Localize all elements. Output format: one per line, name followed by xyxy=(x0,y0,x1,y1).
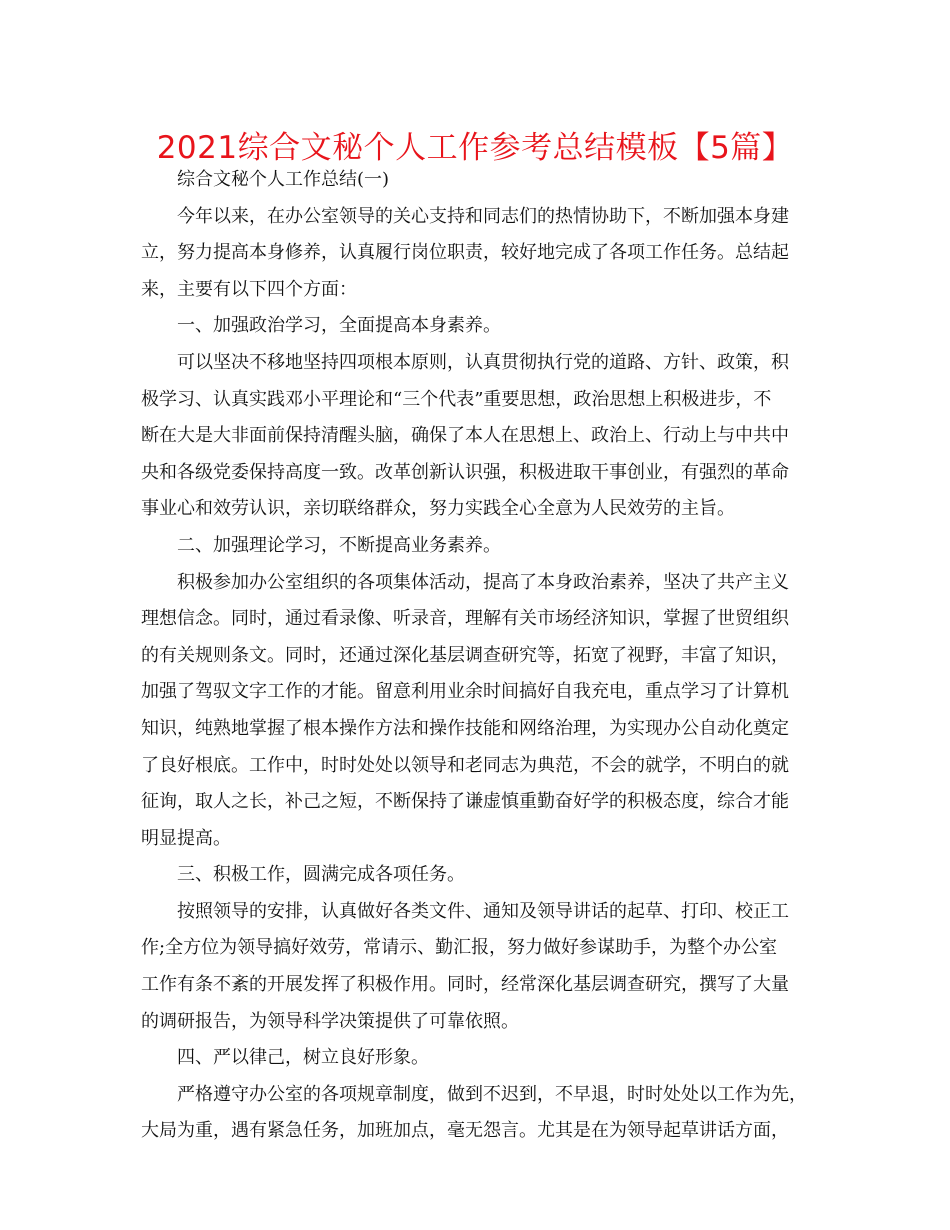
text-line: 断在大是大非面前保持清醒头脑，确保了本人在思想上、政治上、行动上与中共中 xyxy=(141,425,789,447)
text-line: 央和各级党委保持高度一致。改革创新认识强，积极进取干事创业，有强烈的革命 xyxy=(141,461,789,483)
text-line: 三、积极工作，圆满完成各项任务。 xyxy=(177,864,465,886)
text-line: 加强了驾驭文字工作的才能。留意利用业余时间搞好自我充电，重点学习了计算机 xyxy=(141,681,789,703)
text-line: 大局为重，遇有紧急任务，加班加点，毫无怨言。尤其是在为领导起草讲话方面， xyxy=(141,1120,789,1142)
text-line: 的调研报告，为领导科学决策提供了可靠依照。 xyxy=(141,1010,519,1032)
text-line: 立，努力提高本身修养，认真履行岗位职责，较好地完成了各项工作任务。总结起 xyxy=(141,242,789,264)
text-line: 极学习、认真实践邓小平理论和“三个代表”重要思想，政治思想上积极进步，不 xyxy=(141,388,772,410)
text-line: 可以坚决不移地坚持四项根本原则，认真贯彻执行党的道路、方针、政策，积 xyxy=(177,351,789,373)
text-line: 二、加强理论学习，不断提高业务素养。 xyxy=(177,534,501,556)
text-line: 今年以来，在办公室领导的关心支持和同志们的热情协助下，不断加强本身建 xyxy=(177,205,789,227)
text-line: 积极参加办公室组织的各项集体活动，提高了本身政治素养，坚决了共产主义 xyxy=(177,571,789,593)
text-line: 作;全方位为领导搞好效劳，常请示、勤汇报，努力做好参谋助手，为整个办公室 xyxy=(141,937,778,959)
text-line: 知识，纯熟地掌握了根本操作方法和操作技能和网络治理，为实现办公自动化奠定 xyxy=(141,717,789,739)
text-line: 按照领导的安排，认真做好各类文件、通知及领导讲话的起草、打印、校正工 xyxy=(177,900,789,922)
text-line: 征询，取人之长，补己之短，不断保持了谦虚慎重勤奋好学的积极态度，综合才能 xyxy=(141,791,789,813)
document-body xyxy=(141,162,831,1150)
text-line: 工作有条不紊的开展发挥了积极作用。同时，经常深化基层调查研究，撰写了大量 xyxy=(141,974,789,996)
text-line: 综合文秘个人工作总结(一) xyxy=(177,169,390,190)
text-line: 严格遵守办公室的各项规章制度，做到不迟到，不早退，时时处处以工作为先， xyxy=(177,1083,807,1105)
document-title: 2021综合文秘个人工作参考总结模板【5篇】 xyxy=(156,130,794,166)
text-line: 事业心和效劳认识，亲切联络群众，努力实践全心全意为人民效劳的主旨。 xyxy=(141,498,735,520)
text-line: 四、严以律己，树立良好形象。 xyxy=(177,1047,429,1069)
text-line: 的有关规则条文。同时，还通过深化基层调查研究等，拓宽了视野，丰富了知识， xyxy=(141,644,789,666)
text-line: 来，主要有以下四个方面： xyxy=(141,278,357,300)
text-line: 明显提高。 xyxy=(141,827,231,849)
text-line: 理想信念。同时，通过看录像、听录音，理解有关市场经济知识，掌握了世贸组织 xyxy=(141,608,789,630)
text-line: 了良好根底。工作中，时时处处以领导和老同志为典范，不会的就学，不明白的就 xyxy=(141,754,789,776)
text-line: 一、加强政治学习，全面提高本身素养。 xyxy=(177,315,501,337)
